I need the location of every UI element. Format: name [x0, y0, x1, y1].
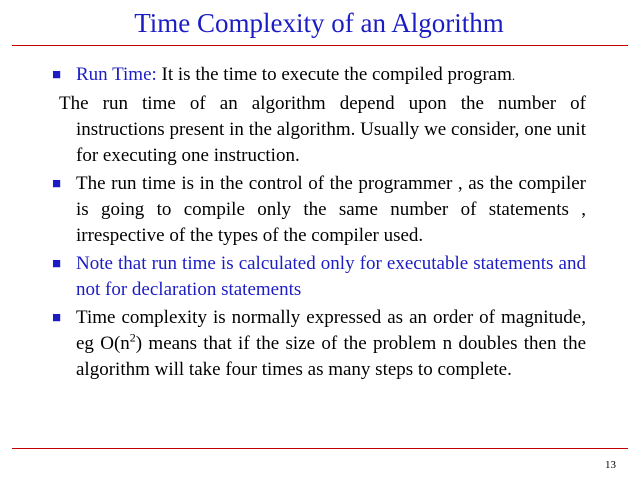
bullet-note	[52, 251, 586, 303]
bullet-control	[52, 171, 586, 249]
bullet-run-time	[52, 62, 586, 89]
footer-divider	[12, 448, 628, 449]
run-time-label: Run Time:	[76, 64, 157, 85]
square-bullet-icon: ■	[52, 67, 62, 83]
slide-title: Time Complexity of an Algorithm	[134, 8, 504, 38]
page-number: 13	[605, 459, 616, 471]
run-time-detail: The run time of an algorithm depend upon the number of instructions present in the algorithm. Usually we consider, one unit for executing one instruction.	[59, 93, 586, 166]
control-text: The run time is in the control of the programmer , as the compiler is going to compile only the same number of statements , irrespective of the types of the compiler used.	[76, 173, 586, 246]
square-bullet-icon: ■	[52, 310, 62, 326]
complexity-text-before: Time complexity is normally expressed as an order of magnitude, eg O(n	[76, 307, 586, 354]
complexity-superscript: 2	[129, 330, 136, 345]
square-bullet-icon: ■	[52, 256, 62, 272]
bullet-complexity	[52, 305, 586, 383]
square-bullet-icon: ■	[52, 176, 62, 192]
run-time-period: .	[511, 68, 516, 83]
title-divider	[12, 45, 628, 46]
slide-content	[52, 62, 586, 385]
complexity-text-after: ) means that if the size of the problem n doubles then the algorithm will take four times as many steps to complete.	[76, 333, 587, 380]
note-text: Note that run time is calculated only for executable statements and not for declaration statements	[76, 253, 586, 300]
run-time-text: It is the time to execute the compiled program	[156, 64, 512, 85]
